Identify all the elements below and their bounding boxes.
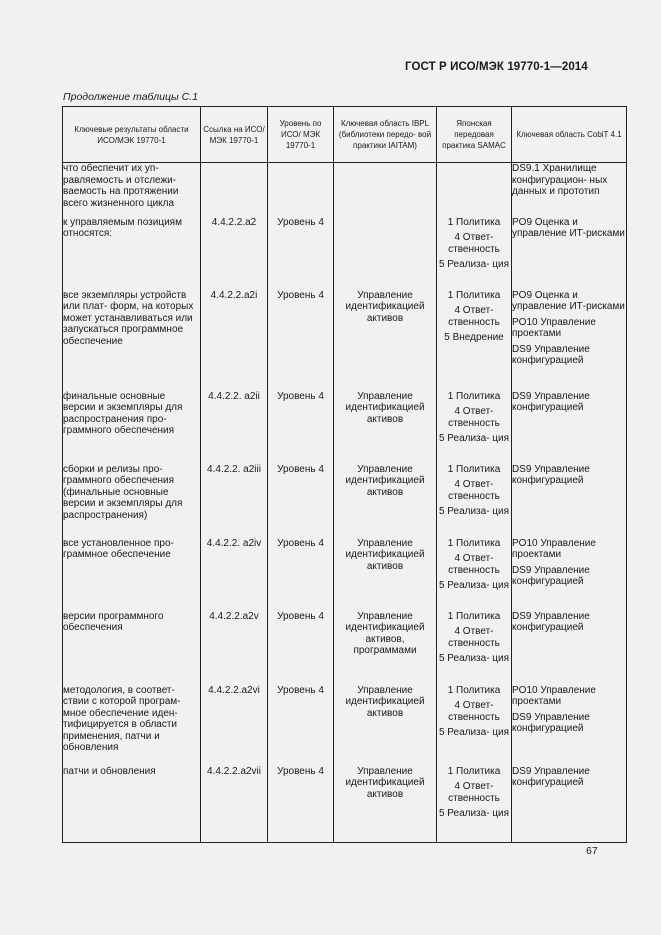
comparison-table [62, 106, 627, 843]
table-caption: Продолжение таблицы С.1 [63, 91, 198, 103]
cobit-item: PO10 Управление проектами [512, 537, 596, 560]
cell-level: Уровень 4 [268, 611, 334, 685]
cell-result: сборки и релизы про- граммного обеспечения (финальные основные версии и экземпляры для распространения) [63, 464, 201, 538]
samac-item: 1 Политика [447, 537, 501, 549]
cell-ref: 4.4.2.2.a2v [201, 611, 268, 685]
cell-samac [437, 766, 512, 843]
samac-item: 4 Ответ- ственность [448, 781, 500, 804]
cell-cobit [512, 391, 627, 464]
cell-samac [437, 217, 512, 290]
cell-ref: 4.4.2.2.a2vi [201, 685, 268, 766]
table-row [63, 217, 627, 290]
table-row [63, 464, 627, 538]
cell-ibpl [334, 163, 437, 217]
samac-item: 5 Реализа- ция [438, 259, 510, 270]
cobit-item: DS9 Управление конфигурацией [512, 765, 590, 788]
document-header: ГОСТ Р ИСО/МЭК 19770-1—2014 [405, 61, 588, 73]
samac-item: 5 Реализа- ция [438, 727, 510, 738]
cell-cobit [512, 290, 627, 391]
samac-item: 5 Реализа- ция [438, 580, 510, 591]
cell-ref: 4.4.2.2. a2iv [201, 538, 268, 611]
cell-ref: 4.4.2.2.a2i [201, 290, 268, 391]
cell-ibpl: Управление идентификацией активов [334, 538, 437, 611]
cell-cobit [512, 685, 627, 766]
cell-cobit [512, 538, 627, 611]
cobit-item: DS9 Управление конфигурацией [512, 711, 590, 734]
cell-samac [437, 464, 512, 538]
cell-ibpl: Управление идентификацией активов [334, 290, 437, 391]
cell-ibpl: Управление идентификацией активов [334, 391, 437, 464]
samac-item: 5 Реализа- ция [438, 506, 510, 517]
cell-cobit [512, 464, 627, 538]
cobit-item: DS9 Управление конфигурацией [512, 390, 590, 413]
samac-item: 1 Политика [447, 765, 501, 777]
cell-samac [437, 538, 512, 611]
samac-item: 5 Реализа- ция [438, 808, 510, 819]
cobit-item: DS9 Управление конфигурацией [512, 610, 590, 633]
table-row [63, 685, 627, 766]
samac-item: 1 Политика [447, 390, 501, 402]
cell-level: Уровень 4 [268, 766, 334, 843]
cell-level [268, 163, 334, 217]
cobit-item: PO10 Управление проектами [512, 316, 596, 339]
table-row [63, 391, 627, 464]
cell-ref: 4.4.2.2. a2iii [201, 464, 268, 538]
cobit-item: DS9 Управление конфигурацией [512, 463, 590, 486]
cobit-item: PO9 Оценка и управление ИТ-рисками [512, 216, 625, 239]
col-header-ref: Ссылка на ИСО/ МЭК 19770-1 [201, 107, 268, 163]
cobit-item: DS9.1 Хранилище конфигурацион- ных данных и прототип [512, 163, 608, 197]
cell-result: методология, в соответ- ствии с которой програм- мное обеспечение иден- тифицируется в области применения, патчи и обновления [63, 685, 201, 766]
cobit-item: DS9 Управление конфигурацией [512, 564, 590, 587]
cell-cobit [512, 217, 627, 290]
cell-result: финальные основные версии и экземпляры для распространения про- граммного обеспечения [63, 391, 201, 464]
cell-result: к управляемым позициям относятся: [63, 217, 201, 290]
cell-level: Уровень 4 [268, 391, 334, 464]
samac-item: 4 Ответ- ственность [448, 479, 500, 502]
samac-item: 5 Реализа- ция [438, 433, 510, 444]
samac-item: 5 Внедрение [444, 332, 504, 343]
cell-level: Уровень 4 [268, 464, 334, 538]
cell-ibpl [334, 217, 437, 290]
cobit-item: PO9 Оценка и управление ИТ-рисками [512, 289, 625, 312]
cell-level: Уровень 4 [268, 538, 334, 611]
page-number: 67 [586, 845, 598, 857]
col-header-result: Ключевые результаты области ИСО/МЭК 19770-1 [63, 107, 201, 163]
samac-item: 4 Ответ- ственность [448, 626, 500, 649]
samac-item: 1 Политика [447, 610, 501, 622]
cell-level: Уровень 4 [268, 290, 334, 391]
cell-samac [437, 611, 512, 685]
table-row [63, 290, 627, 391]
cell-samac [437, 391, 512, 464]
cell-ref: 4.4.2.2.a2 [201, 217, 268, 290]
cell-ibpl: Управление идентификацией активов [334, 464, 437, 538]
col-header-cobit: Ключевая область CobiT 4.1 [512, 107, 627, 163]
samac-item: 5 Реализа- ция [438, 653, 510, 664]
cell-result: версии программного обеспечения [63, 611, 201, 685]
cell-cobit [512, 611, 627, 685]
table-row [63, 611, 627, 685]
cell-ibpl: Управление идентификацией активов [334, 685, 437, 766]
samac-item: 4 Ответ- ственность [448, 232, 500, 255]
cell-level: Уровень 4 [268, 217, 334, 290]
samac-item: 1 Политика [447, 684, 501, 696]
samac-item: 4 Ответ- ственность [448, 406, 500, 429]
samac-item: 4 Ответ- ственность [448, 305, 500, 328]
cell-ref: 4.4.2.2.a2vii [201, 766, 268, 843]
cobit-item: PO10 Управление проектами [512, 684, 596, 707]
cell-samac [437, 163, 512, 217]
cell-result: патчи и обновления [63, 766, 201, 843]
samac-item: 1 Политика [447, 463, 501, 475]
col-header-level: Уровень по ИСО/ МЭК 19770-1 [268, 107, 334, 163]
table-row [63, 766, 627, 843]
col-header-ibpl: Ключевая область IBPL (библиотеки передо- вой практики IAITAM) [334, 107, 437, 163]
cell-cobit [512, 163, 627, 217]
cell-cobit [512, 766, 627, 843]
cell-result: что обеспечит их уп- равляемость и отслежи- ваемость на протяжении всего жизненного цикла [63, 163, 201, 217]
cell-ibpl: Управление идентификацией активов, программами [334, 611, 437, 685]
col-header-samac: Японская передовая практика SAMAC [437, 107, 512, 163]
cell-result: все экземпляры устройств или плат- форм, на которых может устанавливаться или запускаться программное обеспечение [63, 290, 201, 391]
table-header-row [63, 107, 627, 163]
cell-ibpl: Управление идентификацией активов [334, 766, 437, 843]
cobit-item: DS9 Управление конфигурацией [512, 343, 590, 366]
table-row [63, 163, 627, 217]
cell-samac [437, 290, 512, 391]
samac-item: 1 Политика [447, 216, 501, 228]
cell-samac [437, 685, 512, 766]
cell-ref [201, 163, 268, 217]
cell-ref: 4.4.2.2. a2ii [201, 391, 268, 464]
cell-result: все установленное про- граммное обеспечение [63, 538, 201, 611]
samac-item: 4 Ответ- ственность [448, 553, 500, 576]
samac-item: 1 Политика [447, 289, 501, 301]
samac-item: 4 Ответ- ственность [448, 700, 500, 723]
cell-level: Уровень 4 [268, 685, 334, 766]
table-row [63, 538, 627, 611]
